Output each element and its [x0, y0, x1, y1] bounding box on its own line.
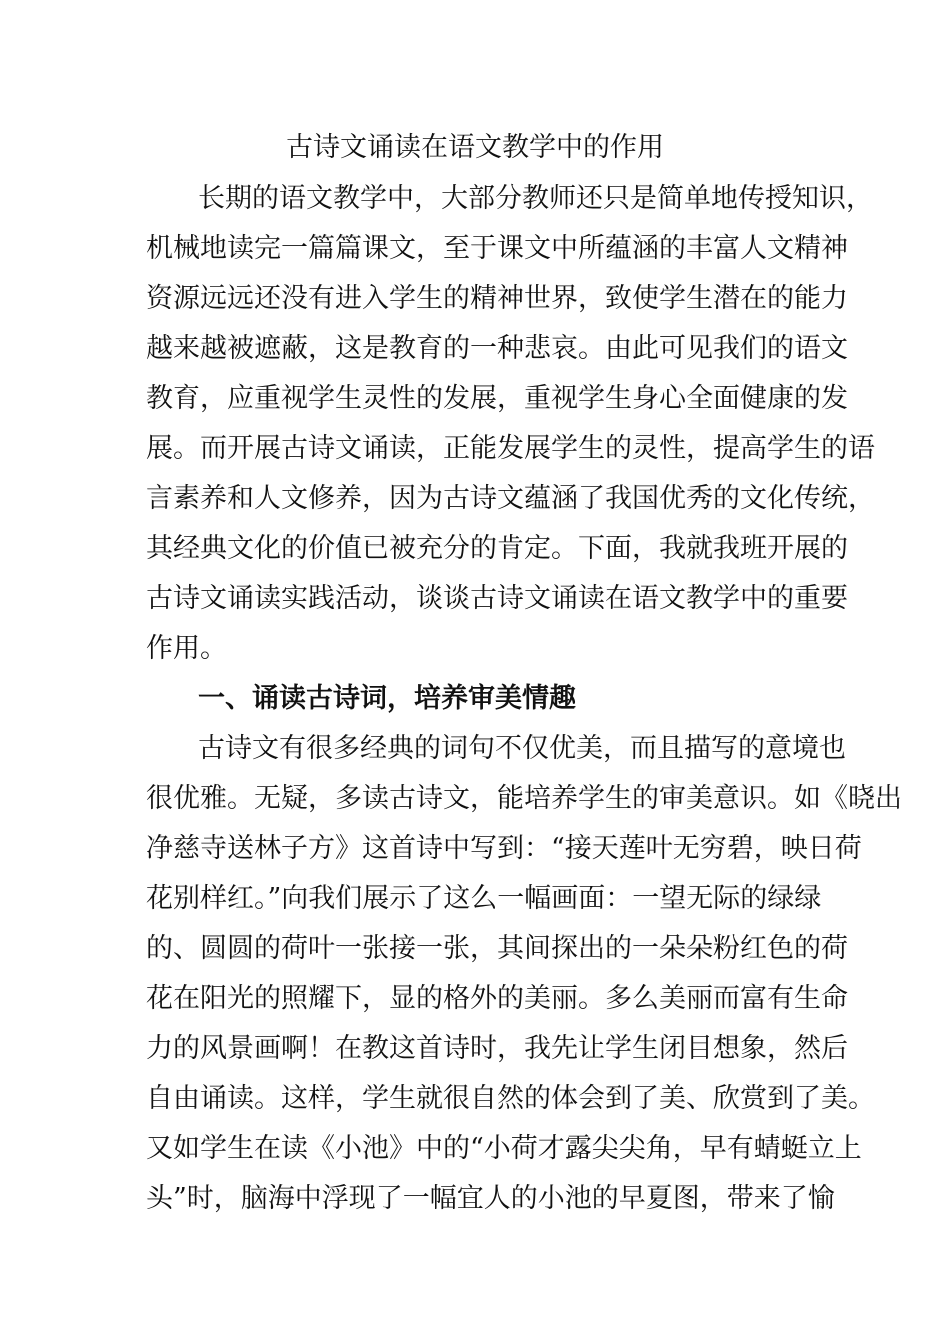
paragraph1-line-6: 展。而开展古诗文诵读，正能发展学生的灵性，提高学生的语	[146, 433, 875, 464]
paragraph1-line-8: 其经典文化的价值已被充分的肯定。下面，我就我班开展的	[146, 533, 848, 564]
section1-heading: 一、诵读古诗词，培养审美情趣	[198, 683, 576, 714]
paragraph1-line-7: 言素养和人文修养，因为古诗文蕴涵了我国优秀的文化传统，	[146, 483, 875, 514]
paragraph2-line-1: 古诗文有很多经典的词句不仅优美，而且描写的意境也	[198, 733, 846, 764]
paragraph1-line-9: 古诗文诵读实践活动，谈谈古诗文诵读在语文教学中的重要	[146, 583, 848, 614]
paragraph2-line-4: 花别样红。”向我们展示了这么一幅画面：一望无际的绿绿	[146, 883, 822, 914]
paragraph1-line-1: 长期的语文教学中，大部分教师还只是简单地传授知识，	[198, 183, 873, 214]
paragraph1-line-10: 作用。	[146, 633, 227, 664]
paragraph2-line-5: 的、圆圆的荷叶一张接一张，其间探出的一朵朵粉红色的荷	[146, 933, 848, 964]
paragraph1-line-5: 教育，应重视学生灵性的发展，重视学生身心全面健康的发	[146, 383, 848, 414]
paragraph2-line-9: 又如学生在读《小池》中的“小荷才露尖尖角，早有蜻蜓立上	[146, 1133, 862, 1164]
paragraph2-line-10: 头”时，脑海中浮现了一幅宜人的小池的早夏图，带来了愉	[146, 1183, 835, 1214]
paragraph2-line-8: 自由诵读。这样，学生就很自然的体会到了美、欣赏到了美。	[146, 1083, 875, 1114]
paragraph2-line-2: 很优雅。无疑，多读古诗文，能培养学生的审美意识。如《晓出	[146, 783, 902, 814]
paragraph2-line-6: 花在阳光的照耀下，显的格外的美丽。多么美丽而富有生命	[146, 983, 848, 1014]
document-title: 古诗文诵读在语文教学中的作用	[286, 132, 664, 163]
paragraph2-line-3: 净慈寺送林子方》这首诗中写到：“接天莲叶无穷碧，映日荷	[146, 833, 862, 864]
paragraph1-line-2: 机械地读完一篇篇课文，至于课文中所蕴涵的丰富人文精神	[146, 233, 848, 264]
paragraph2-line-7: 力的风景画啊！在教这首诗时，我先让学生闭目想象，然后	[146, 1033, 848, 1064]
paragraph1-line-3: 资源远远还没有进入学生的精神世界，致使学生潜在的能力	[146, 283, 848, 314]
paragraph1-line-4: 越来越被遮蔽，这是教育的一种悲哀。由此可见我们的语文	[146, 333, 848, 364]
